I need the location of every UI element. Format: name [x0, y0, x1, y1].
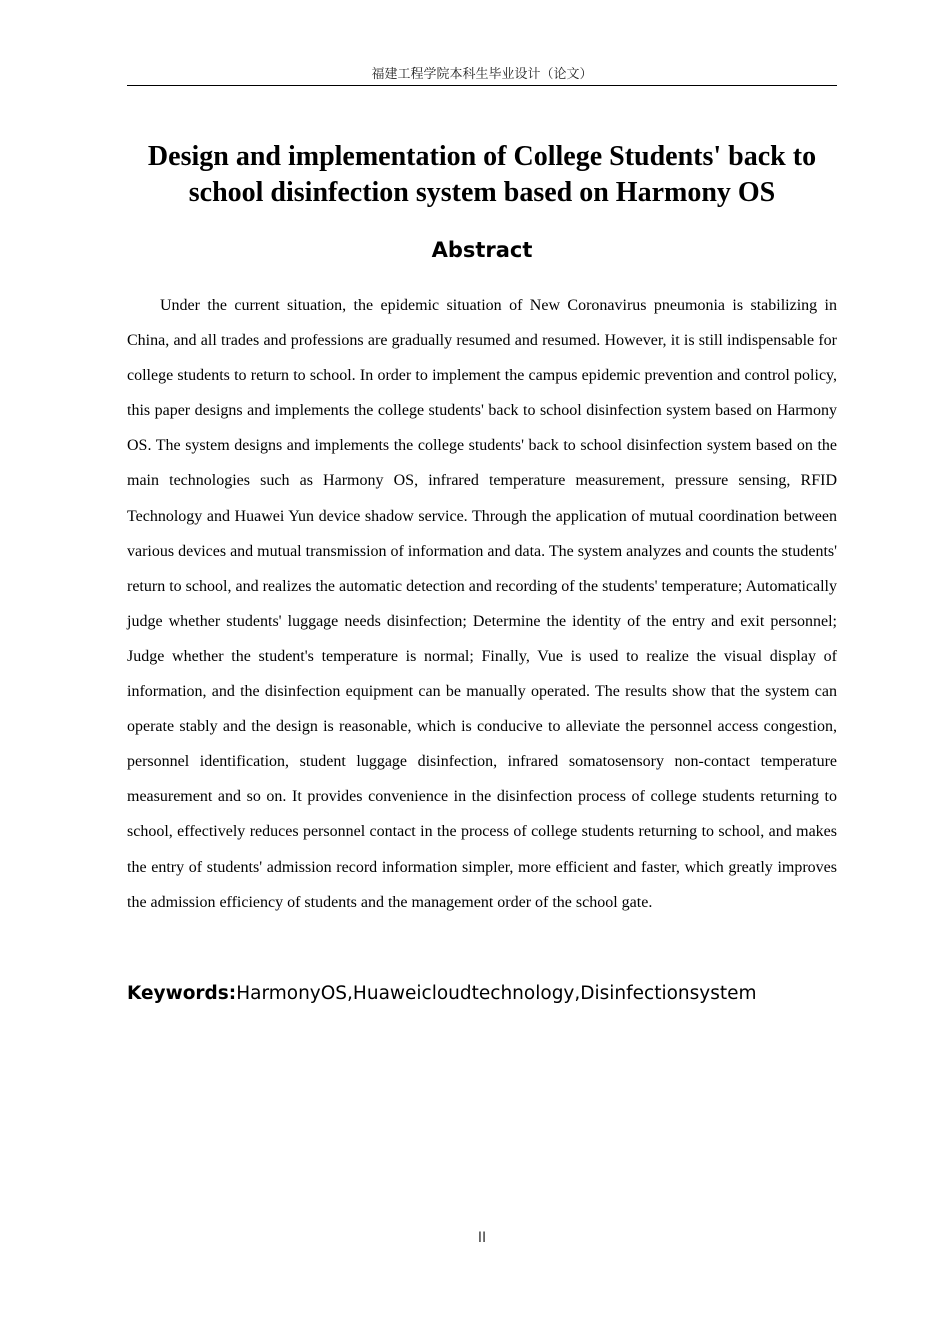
keywords-line	[127, 980, 837, 1008]
document-title: Design and implementation of College Students' back to school disinfection system based on Harmony OS	[147, 141, 817, 208]
header-rule	[127, 85, 837, 86]
running-header: 福建工程学院本科生毕业设计（论文）	[371, 67, 593, 82]
keywords-label: Keywords:	[127, 983, 237, 1004]
page-number: II	[477, 1230, 487, 1246]
abstract-body: Under the current situation, the epidemic situation of New Coronavirus pneumonia is stabilizing in China, and all trades and professions are gradually resumed and resumed. However, it is still indispensable for college students to return to school. In order to implement the campus epidemic prevention and control policy, this paper designs and implements the college students' back to school disinfection system based on Harmony OS. The system designs and implements the college students' back to school disinfection system based on the main technologies such as Harmony OS, infrared temperature measurement, pressure sensing, RFID Technology and Huawei Yun device shadow service. Through the application of mutual coordination between various devices and mutual transmission of information and data. The system analyzes and counts the students' return to school, and realizes the automatic detection and recording of the students' temperature; Automatically judge whether students' luggage needs disinfection; Determine the identity of the entry and exit personnel; Judge whether the student's temperature is normal; Finally, Vue is used to realize the visual display of information, and the disinfection equipment can be manually operated. The results show that the system can operate stably and the design is reasonable, which is conducive to alleviate the personnel access congestion, personnel identification, student luggage disinfection, infrared somatosensory non-contact temperature measurement and so on. It provides convenience in the disinfection process of college students returning to school, effectively reduces personnel contact in the process of college students returning to school, and makes the entry of students' admission record information simpler, more efficient and faster, which greatly improves the admission efficiency of students and the management order of the school gate.	[127, 297, 837, 911]
abstract-heading: Abstract	[431, 238, 533, 262]
keywords-value: HarmonyOS,Huaweicloudtechnology,Disinfectionsystem	[236, 983, 757, 1004]
